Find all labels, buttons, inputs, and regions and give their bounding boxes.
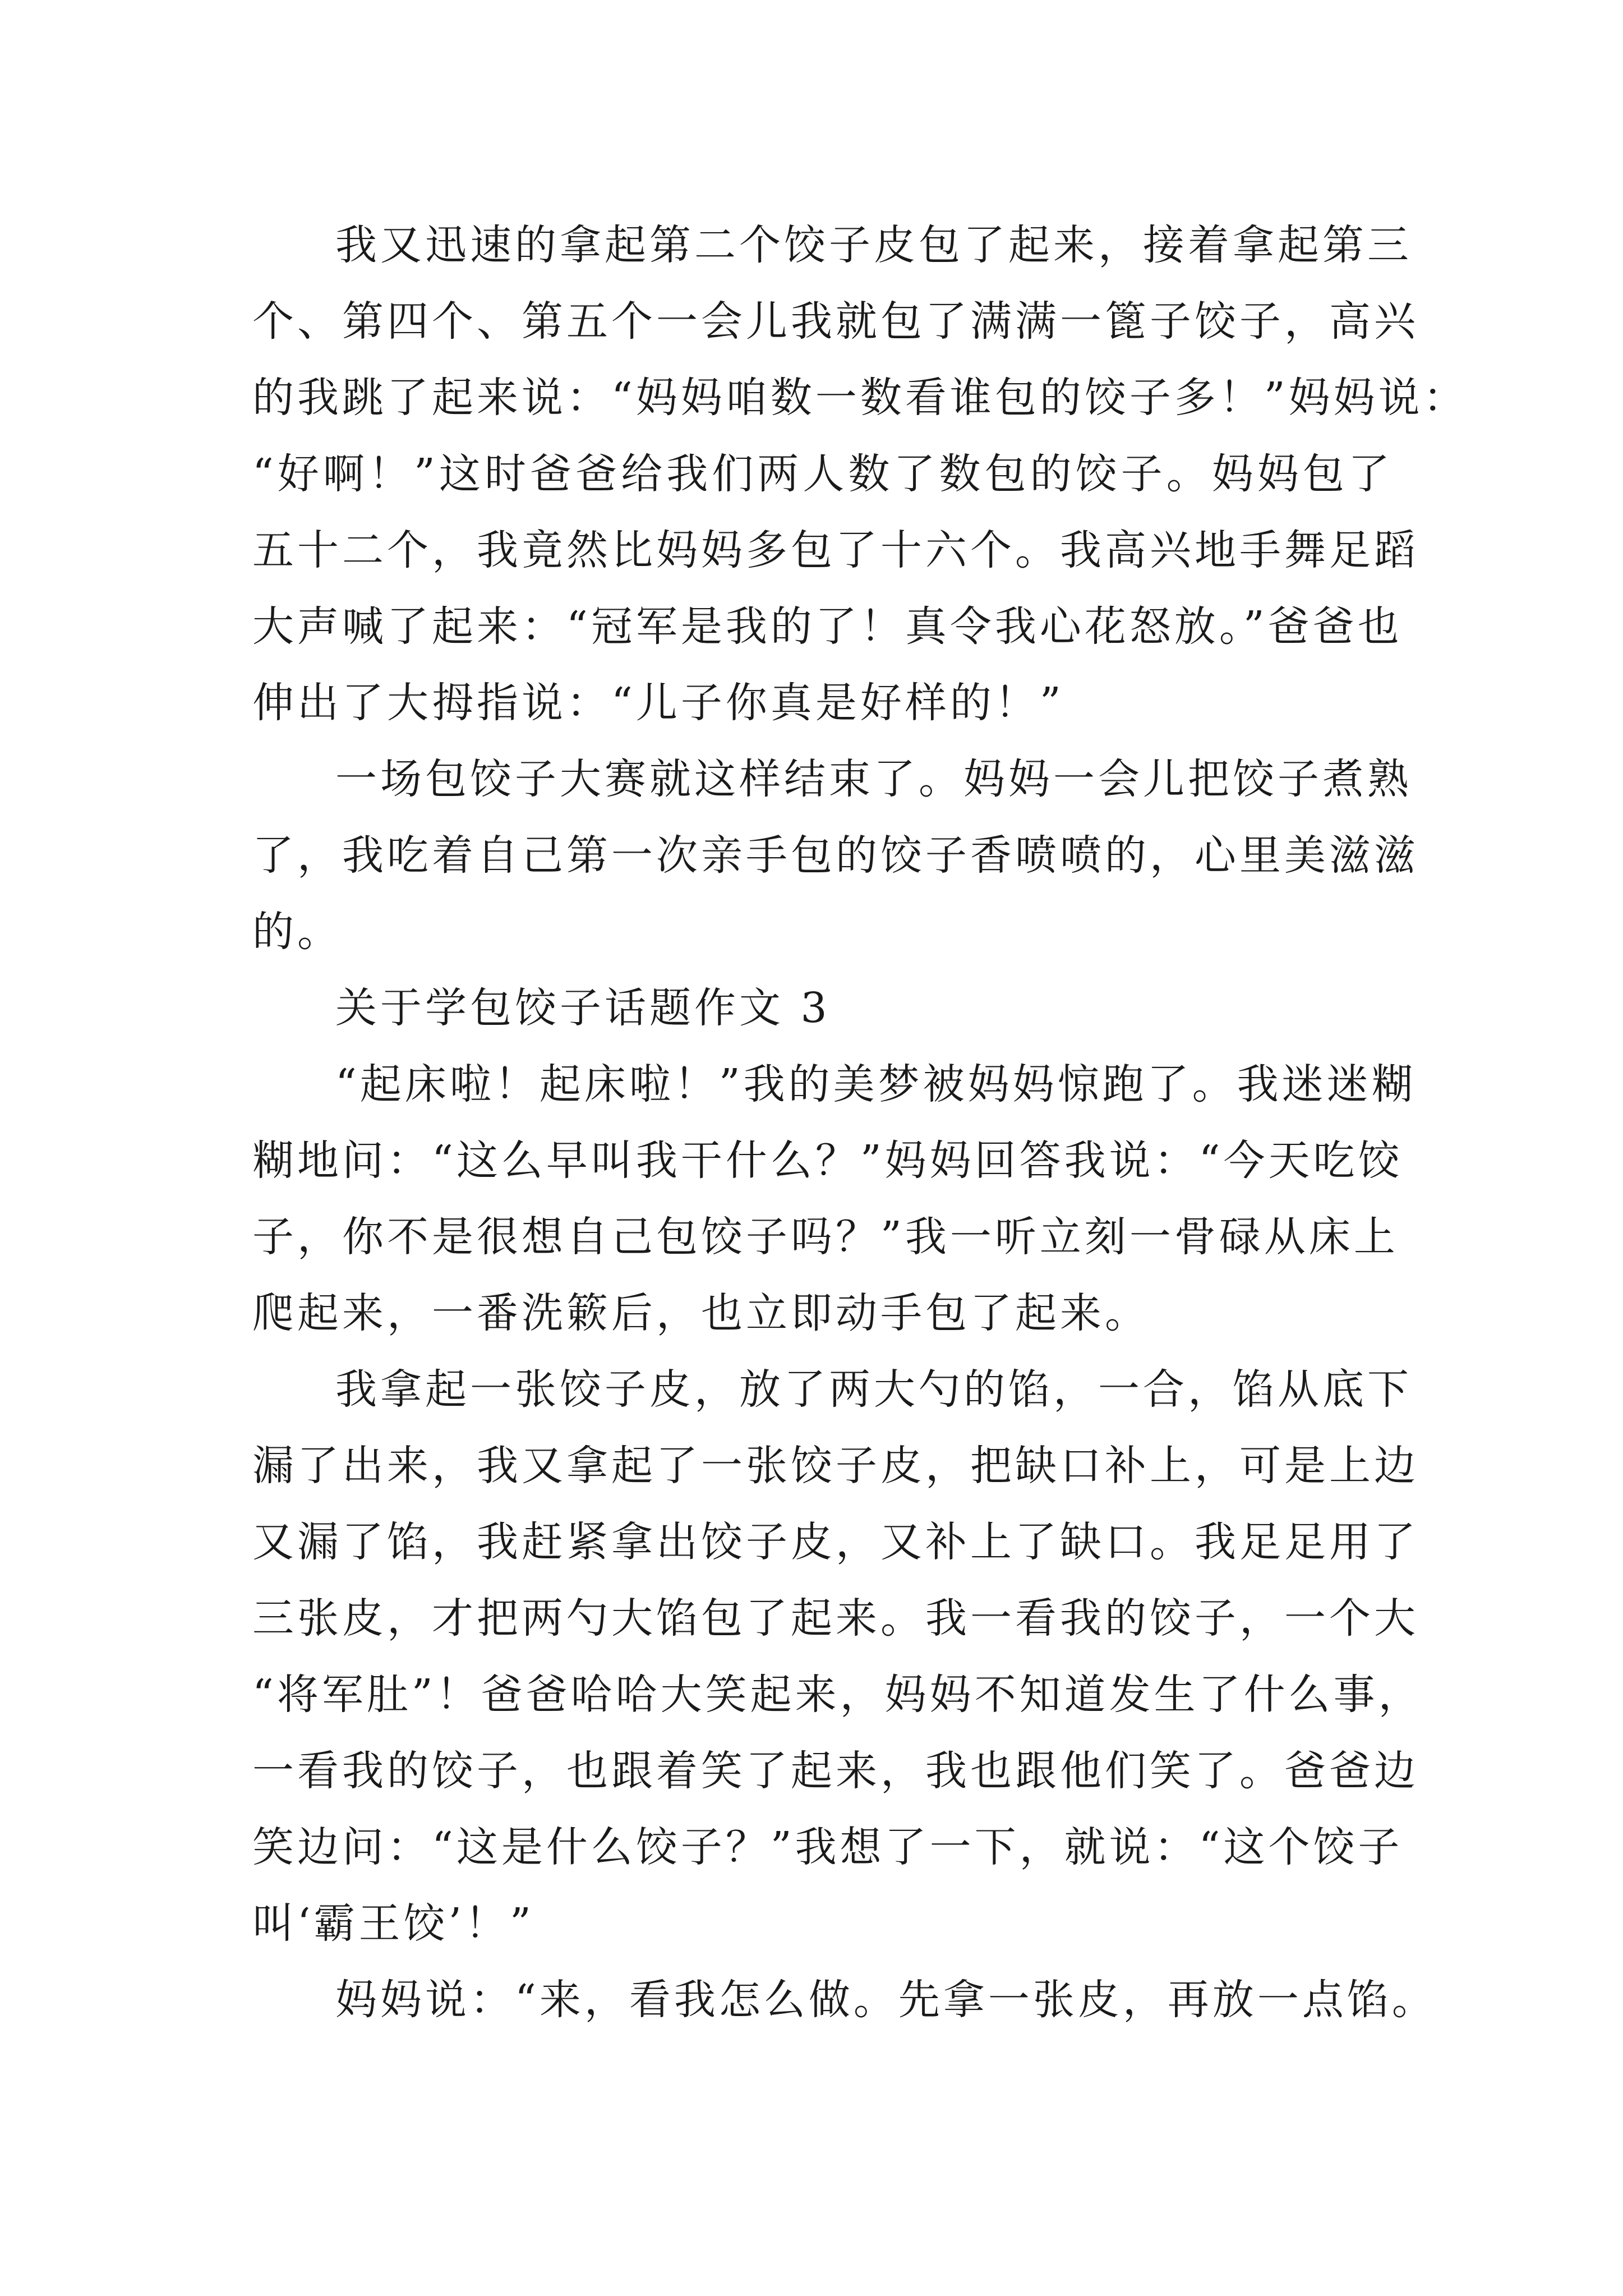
paragraph-2-line-3: 的。 [252, 908, 342, 956]
paragraph-1-line-2: 个、第四个、第五个一会儿我就包了满满一篦子饺子，高兴 [252, 297, 1419, 346]
section-heading: 关于学包饺子话题作文 3 [335, 984, 831, 1032]
paragraph-3-line-3: 子，你不是很想自己包饺子吗？”我一听立刻一骨碌从床上 [252, 1213, 1399, 1261]
paragraph-4-line-2: 漏了出来，我又拿起了一张饺子皮，把缺口补上，可是上边 [252, 1442, 1419, 1490]
paragraph-2-line-2: 了，我吃着自己第一次亲手包的饺子香喷喷的，心里美滋滋 [252, 831, 1419, 880]
paragraph-4-line-7: 笑边问：“这是什么饺子？”我想了一下，就说：“这个饺子 [252, 1823, 1403, 1871]
paragraph-4-line-6: 一看我的饺子，也跟着笑了起来，我也跟他们笑了。爸爸边 [252, 1747, 1419, 1795]
paragraph-4-line-4: 三张皮，才把两勺大馅包了起来。我一看我的饺子，一个大 [252, 1594, 1419, 1642]
paragraph-1-line-7: 伸出了大拇指说：“儿子你真是好样的！” [252, 679, 1064, 727]
paragraph-1-line-5: 五十二个，我竟然比妈妈多包了十六个。我高兴地手舞足蹈 [252, 526, 1419, 574]
paragraph-1-line-3: 的我跳了起来说：“妈妈咱数一数看谁包的饺子多！”妈妈说： [252, 374, 1468, 422]
paragraph-1-line-4: “好啊！”这时爸爸给我们两人数了数包的饺子。妈妈包了 [252, 450, 1393, 498]
paragraph-4-line-3: 又漏了馅，我赶紧拿出饺子皮，又补上了缺口。我足足用了 [252, 1518, 1419, 1566]
paragraph-3-line-2: 糊地问：“这么早叫我干什么？”妈妈回答我说：“今天吃饺 [252, 1137, 1403, 1185]
paragraph-4-line-5: “将军肚”！爸爸哈哈大笑起来，妈妈不知道发生了什么事， [252, 1671, 1423, 1719]
paragraph-5-line-1: 妈妈说：“来，看我怎么做。先拿一张皮，再放一点馅。 [335, 1976, 1437, 2024]
paragraph-2-line-1: 一场包饺子大赛就这样结束了。妈妈一会儿把饺子煮熟 [335, 755, 1412, 803]
paragraph-1-line-1: 我又迅速的拿起第二个饺子皮包了起来，接着拿起第三 [335, 221, 1412, 269]
paragraph-3-line-1: “起床啦！起床啦！”我的美梦被妈妈惊跑了。我迷迷糊 [335, 1060, 1417, 1108]
paragraph-4-line-8: 叫‘霸王饺’！” [252, 1899, 534, 1948]
paragraph-3-line-4: 爬起来，一番洗簌后，也立即动手包了起来。 [252, 1289, 1150, 1337]
paragraph-1-line-6: 大声喊了起来：“冠军是我的了！真令我心花怒放。”爸爸也 [252, 602, 1403, 651]
paragraph-4-line-1: 我拿起一张饺子皮，放了两大勺的馅，一合，馅从底下 [335, 1365, 1412, 1414]
